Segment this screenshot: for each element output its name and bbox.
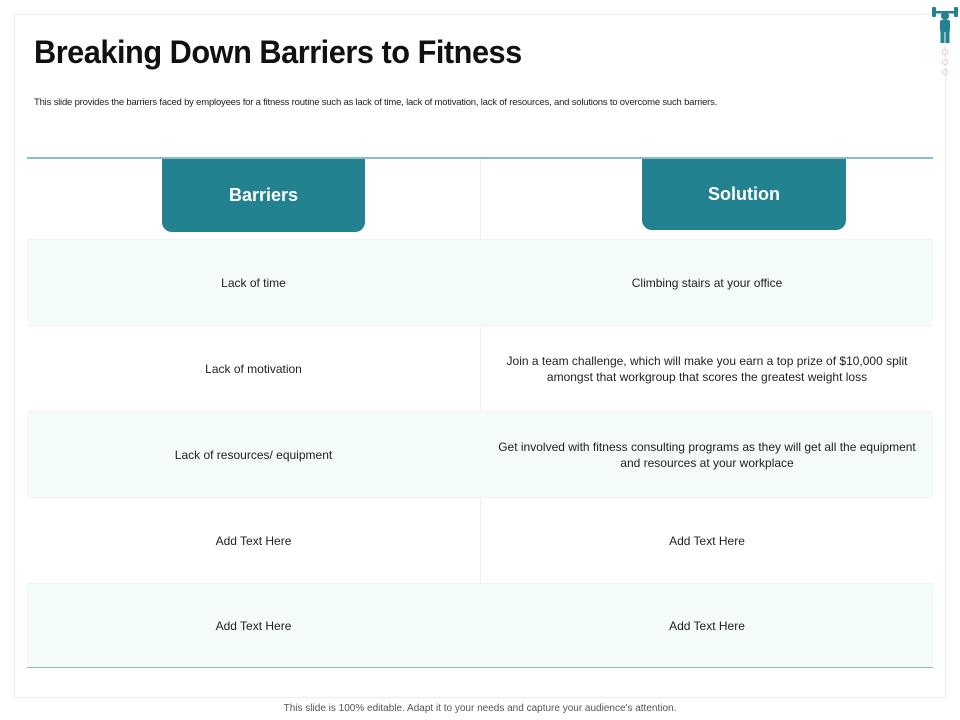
- solution-header: Solution: [642, 159, 846, 230]
- solution-cell: Join a team challenge, which will make you earn a top prize of $10,000 split amongst that workgroup that scores the greatest weight loss: [506, 354, 908, 384]
- barrier-cell: Add Text Here: [215, 618, 292, 633]
- solution-cell: Add Text Here: [669, 534, 745, 548]
- table-row: [27, 411, 933, 498]
- barrier-cell: Lack of motivation: [205, 362, 302, 376]
- page-subtitle: This slide provides the barriers faced by employees for a fitness routine such as lack of time, lack of motivation, lack of resources, and solutions to overcome such barriers.: [34, 97, 718, 108]
- table-row: [27, 325, 933, 412]
- table-row: [27, 583, 933, 667]
- table-row: [27, 497, 933, 584]
- barrier-cell: Add Text Here: [215, 534, 292, 548]
- page-title: Breaking Down Barriers to Fitness: [34, 34, 522, 70]
- footer-note: This slide is 100% editable. Adapt it to your needs and capture your audience's attention.: [283, 703, 677, 714]
- barriers-table: [27, 157, 933, 668]
- barrier-cell: Lack of time: [221, 276, 286, 290]
- barrier-cell: Lack of resources/ equipment: [174, 448, 333, 462]
- solution-cell: Climbing stairs at your office: [631, 276, 783, 290]
- fitness-person-icon: [928, 4, 960, 84]
- solution-cell: Add Text Here: [669, 618, 745, 633]
- table-header: [27, 159, 933, 239]
- solution-cell: Get involved with fitness consulting programs as they will get all the equipment and resources at your workplace: [498, 440, 916, 470]
- barriers-header: Barriers: [162, 159, 365, 232]
- table-row: [27, 239, 933, 326]
